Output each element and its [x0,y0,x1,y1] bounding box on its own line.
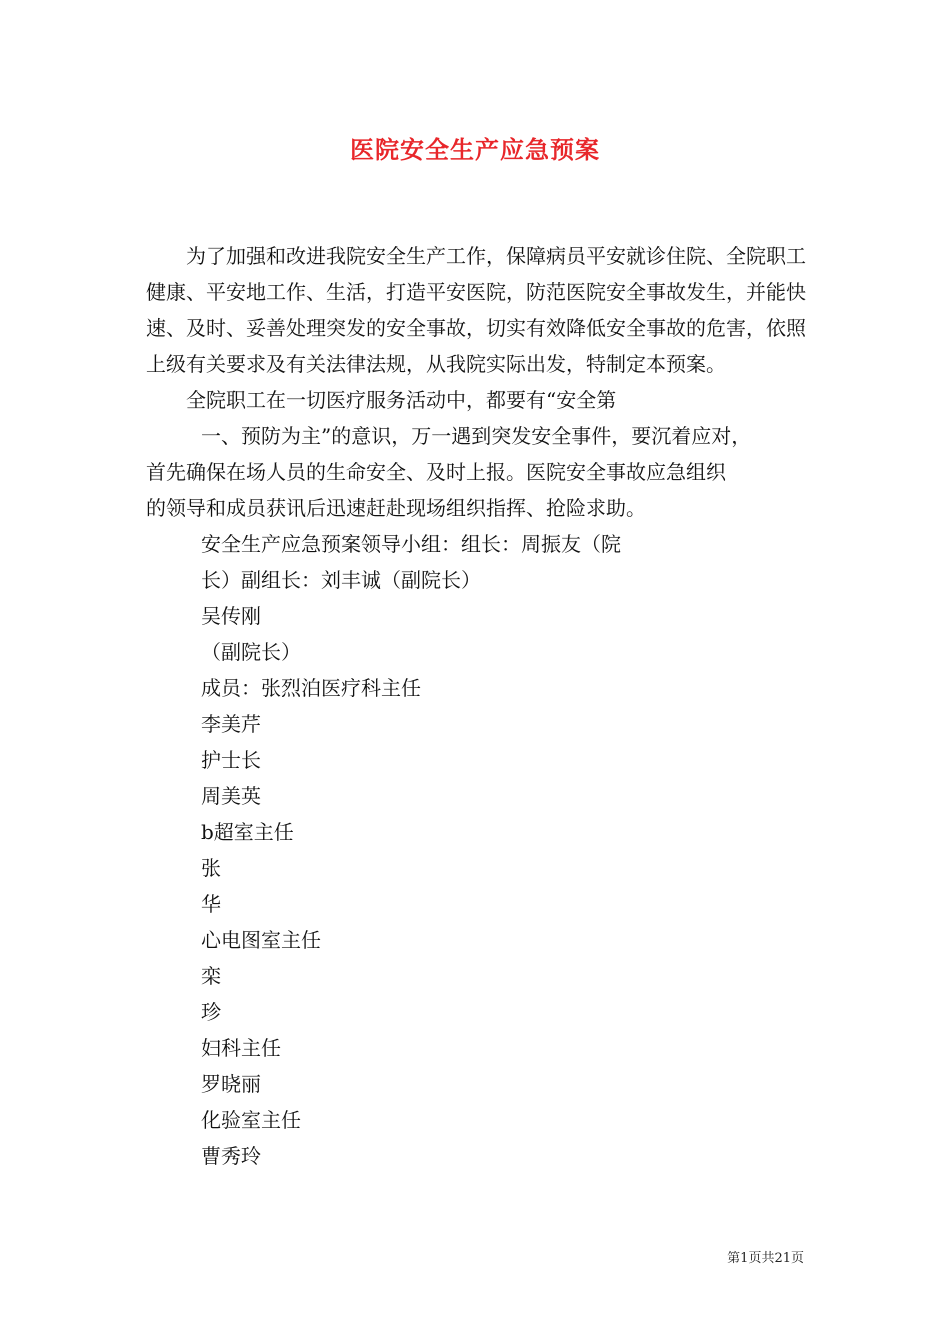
list-line: b超室主任 [201,820,294,844]
paragraph-safety-first: 全院职工在一切医疗服务活动中，都要有“安全第 [186,388,617,412]
list-line: 华 [201,892,221,916]
paragraph-intro: 为了加强和改进我院安全生产工作，保障病员平安就诊住院、全院职工健康、平安地工作、生活，打造平安医院，防范医院安全事故发生，并能快速、及时、妥善处理突发的安全事故，切实有效降低安全事故的危害，依照上级有关要求及有关法律法规，从我院实际出发，特制定本预案。 [146,244,806,376]
list-line: （副院长） [201,640,301,664]
paragraph-line: 的领导和成员获讯后迅速赶赴现场组织指挥、抢险求助。 [146,496,646,520]
list-line: 成员：张烈泊医疗科主任 [201,676,421,700]
list-line: 安全生产应急预案领导小组：组长：周振友（院 [201,532,621,556]
list-line: 心电图室主任 [201,928,321,952]
list-line: 罗晓丽 [201,1072,261,1096]
page-number-footer: 第1页共21页 [727,1251,804,1266]
paragraph-line: 首先确保在场人员的生命安全、及时上报。医院安全事故应急组织 [146,460,726,484]
list-line: 李美芹 [201,712,261,736]
list-line: 张 [201,856,221,880]
list-line: 珍 [201,1000,221,1024]
document-body [146,238,806,1174]
list-line: 吴传刚 [201,604,261,628]
list-line: 化验室主任 [201,1108,301,1132]
document-title: 医院安全生产应急预案 [350,135,600,164]
list-line: 周美英 [201,784,261,808]
list-line: 妇科主任 [201,1036,281,1060]
paragraph-line: 一、预防为主”的意识，万一遇到突发安全事件，要沉着应对， [201,424,752,448]
list-line: 长）副组长：刘丰诚（副院长） [201,568,481,592]
list-line: 栾 [201,964,221,988]
list-line: 护士长 [201,748,261,772]
list-line: 曹秀玲 [201,1144,261,1168]
